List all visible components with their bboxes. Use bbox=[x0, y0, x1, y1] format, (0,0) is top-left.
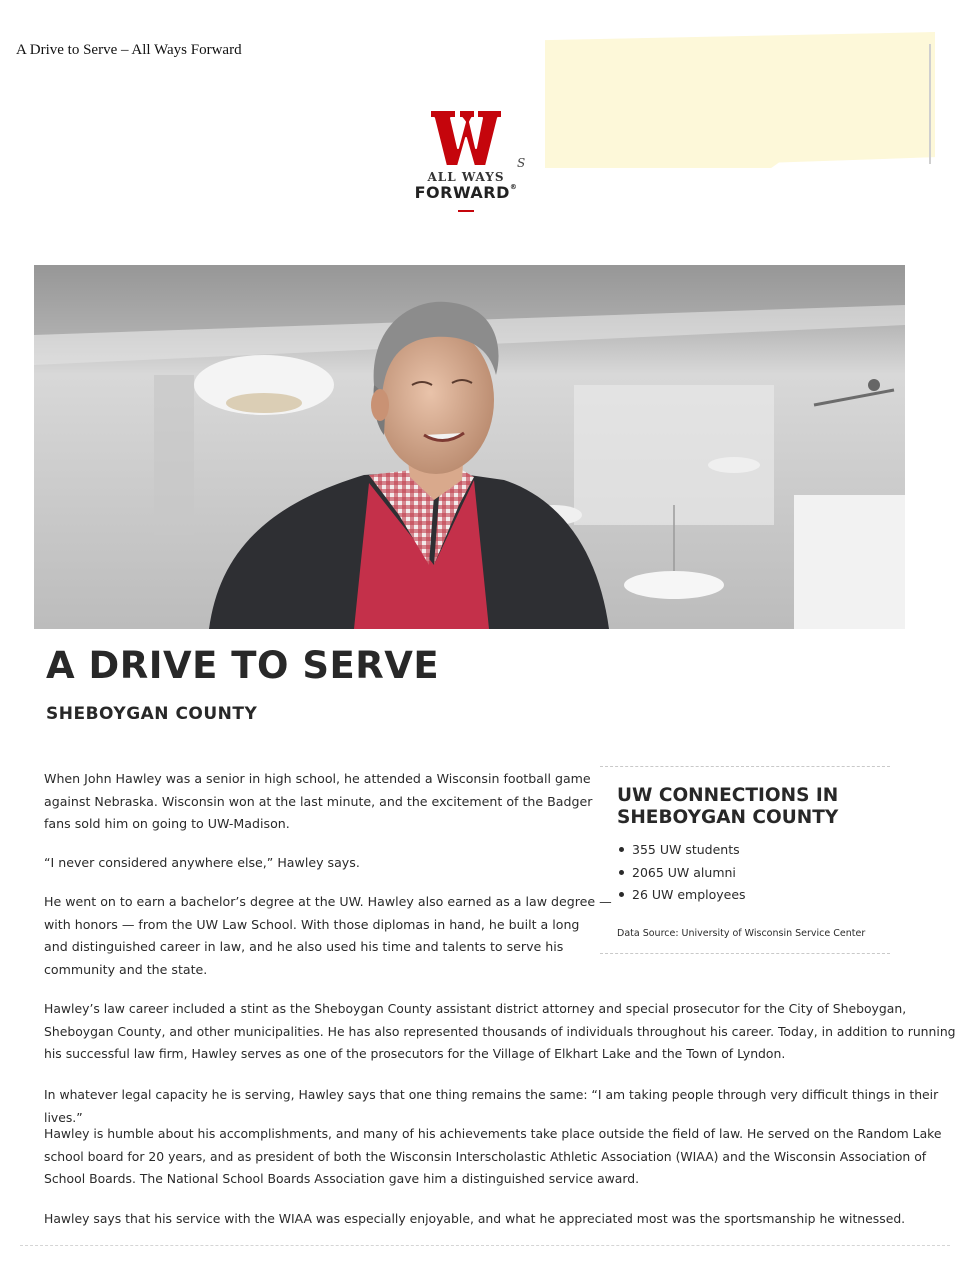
sidebar-stats-list bbox=[617, 839, 746, 907]
paragraph-5: In whatever legal capacity he is serving, Hawley says that one thing remains the same: “I am taking people through very difficult things in their lives.” bbox=[44, 1087, 939, 1125]
bullet-icon bbox=[619, 892, 624, 897]
article-subtitle: SHEBOYGAN COUNTY bbox=[46, 704, 258, 724]
running-header: A Drive to Serve – All Ways Forward bbox=[16, 42, 242, 58]
paragraph-2: “I never considered anywhere else,” Hawley says. bbox=[44, 855, 360, 870]
bullet-icon bbox=[619, 847, 624, 852]
portrait-photo bbox=[34, 265, 905, 629]
list-item: 2065 UW alumni bbox=[617, 862, 746, 885]
w-logo-icon bbox=[428, 108, 504, 168]
uw-connections-sidebar bbox=[600, 766, 890, 954]
list-item: 355 UW students bbox=[617, 839, 746, 862]
all-ways-forward-logo bbox=[411, 108, 521, 212]
list-item: 26 UW employees bbox=[617, 884, 746, 907]
paragraph-6: Hawley is humble about his accomplishments, and many of his achievements take place outside the field of law. He served on the Random Lake school board for 20 years, and as president of both the Wisconsin Interscholastic Athletic Association (WIAA) and the Wisconsin Association of School Boards. The National School Boards Association gave him a distinguished service award. bbox=[44, 1126, 942, 1186]
article-title: A DRIVE TO SERVE bbox=[46, 644, 440, 687]
sidebar-title: UW CONNECTIONS IN SHEBOYGAN COUNTY bbox=[617, 785, 839, 828]
paragraph-3: He went on to earn a bachelor’s degree at the UW. Hawley also earned as a law degree — with honors — from the UW Law School. With those diplomas in hand, he built a long and distinguished career in law, and he also used his time and talents to serve his community and the state. bbox=[44, 894, 612, 977]
logo-underline bbox=[458, 210, 474, 212]
logo-line-1: ALL WAYS bbox=[427, 170, 505, 184]
sidebar-data-source: Data Source: University of Wisconsin Service Center bbox=[617, 928, 866, 939]
portrait-photo-graphic bbox=[34, 265, 905, 629]
paragraph-4: Hawley’s law career included a stint as the Sheboygan County assistant district attorney and special prosecutor for the City of Sheboygan, Sheboygan County, and other municipalities. He has also represented thousands of individuals throughout his career. Today, in addition to running his successful law firm, Hawley serves as one of the prosecutors for the Village of Elkhart Lake and the Town of Lyndon. bbox=[44, 1001, 956, 1061]
footer-rule bbox=[20, 1245, 950, 1246]
paragraph-7: Hawley says that his service with the WIAA was especially enjoyable, and what he appreciated most was the sportsmanship he witnessed. bbox=[44, 1211, 906, 1226]
redaction-sticky-note bbox=[545, 32, 935, 168]
bullet-icon bbox=[619, 870, 624, 875]
handwritten-mark: S bbox=[517, 156, 526, 170]
paragraph-1: When John Hawley was a senior in high school, he attended a Wisconsin football game against Nebraska. Wisconsin won at the last minute, and the excitement of the Badger fans sold him on going to UW-Madison. bbox=[44, 771, 593, 831]
sticky-note-edge bbox=[929, 44, 931, 164]
logo-line-2: FORWARD® bbox=[414, 183, 518, 202]
